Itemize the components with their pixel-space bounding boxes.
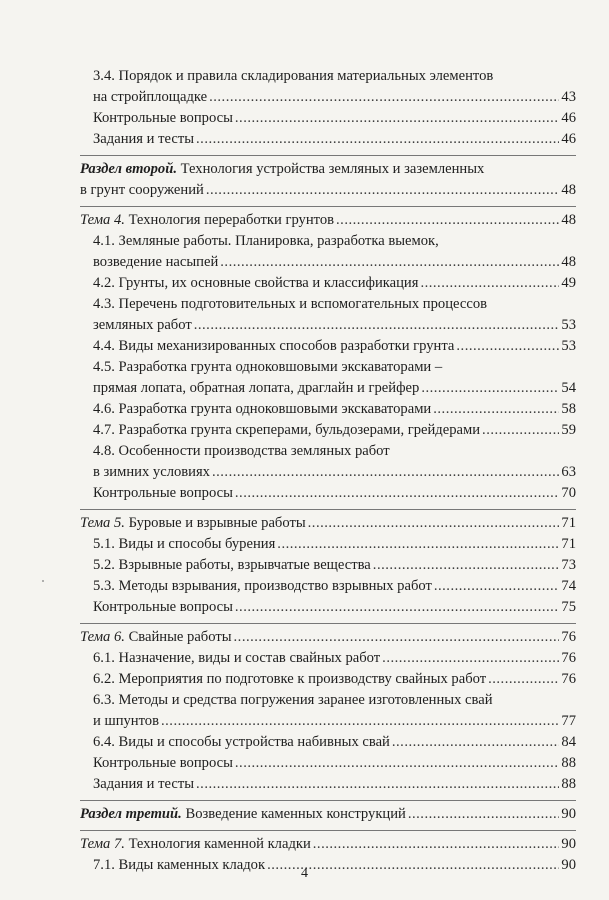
scan-speck (42, 580, 44, 582)
toc-text (93, 294, 487, 315)
toc-title: Технология устройства земляных и заземленных (176, 161, 485, 177)
toc-entry (80, 623, 576, 648)
toc-line (80, 273, 576, 294)
toc-title: 3.4. Порядок и правила складирования материальных элементов (93, 68, 494, 84)
toc-entry (80, 597, 576, 618)
toc-line (80, 399, 576, 420)
toc-text (93, 555, 371, 576)
dot-leader (488, 669, 559, 690)
toc-title: 5.1. Виды и способы бурения (93, 536, 276, 552)
dot-leader (382, 648, 559, 669)
toc-text (93, 420, 480, 441)
toc-line (80, 378, 576, 399)
toc-text (93, 315, 192, 336)
toc-line (80, 252, 576, 273)
toc-line (80, 690, 576, 711)
toc-page-number: 63 (561, 464, 576, 480)
toc-text (93, 441, 390, 462)
toc-text (93, 252, 218, 273)
toc-entry (80, 753, 576, 774)
toc-page-number: 48 (561, 254, 576, 270)
dot-leader (313, 834, 560, 855)
dot-leader (456, 336, 559, 357)
toc-title: Задания и тесты (93, 131, 195, 147)
toc-text (93, 108, 233, 129)
toc-entry (80, 774, 576, 795)
toc-text (80, 627, 232, 648)
toc-text (93, 597, 233, 618)
toc-entry (80, 576, 576, 597)
toc-title: Возведение каменных конструкций (181, 806, 406, 822)
toc-line (80, 129, 576, 150)
toc-line (80, 108, 576, 129)
toc-page-number: 43 (561, 89, 576, 105)
toc-title: 7.1. Виды каменных кладок (93, 857, 266, 873)
toc-text (93, 231, 439, 252)
toc-text (93, 336, 454, 357)
toc-page-number: 88 (561, 755, 576, 771)
dot-leader (277, 534, 559, 555)
toc-line (80, 66, 576, 87)
toc-entry (80, 690, 576, 732)
toc-line (80, 753, 576, 774)
toc-page-number: 90 (561, 806, 576, 822)
toc-title: Контрольные вопросы (93, 110, 233, 126)
toc-line (80, 804, 576, 825)
toc-title: 4.3. Перечень подготовительных и вспомогательных процессов (93, 296, 488, 312)
toc-text (93, 774, 194, 795)
toc-title: 5.3. Методы взрывания, производство взрывных работ (93, 578, 432, 594)
dot-leader (373, 555, 560, 576)
dot-leader (206, 180, 560, 201)
toc-text (93, 669, 486, 690)
toc-text (93, 690, 493, 711)
toc-entry (80, 555, 576, 576)
toc-line (80, 357, 576, 378)
toc-title: в зимних условиях (93, 464, 210, 480)
toc-title: 4.4. Виды механизированных способов разработки грунта (93, 338, 455, 354)
toc-text (93, 576, 432, 597)
toc-page-number: 59 (561, 422, 576, 438)
toc-page-number: 90 (561, 836, 576, 852)
toc-entry (80, 732, 576, 753)
toc-title: Контрольные вопросы (93, 485, 233, 501)
toc-title: 4.7. Разработка грунта скреперами, бульдозерами, грейдерами (93, 422, 481, 438)
toc-line (80, 555, 576, 576)
toc-text (93, 711, 159, 732)
toc-line (80, 315, 576, 336)
toc-entry (80, 129, 576, 150)
dot-leader (234, 627, 560, 648)
toc-line (80, 294, 576, 315)
toc-title: Технология переработки грунтов (124, 212, 335, 228)
toc-title: Контрольные вопросы (93, 599, 233, 615)
toc-title: 6.1. Назначение, виды и состав свайных работ (93, 650, 381, 666)
topic-label: Тема 6. (80, 629, 125, 645)
toc-page-number: 84 (561, 734, 576, 750)
toc-page-number: 58 (561, 401, 576, 417)
toc-line (80, 441, 576, 462)
toc-page-number: 71 (561, 515, 576, 531)
topic-label: Тема 5. (80, 515, 125, 531)
toc-line (80, 336, 576, 357)
toc-title: в грунт сооружений (80, 182, 204, 198)
toc-page-number: 70 (561, 485, 576, 501)
toc-line (80, 834, 576, 855)
toc-page-number: 46 (561, 110, 576, 126)
toc-title: 5.2. Взрывные работы, взрывчатые вещества (93, 557, 371, 573)
toc-title: и шпунтов (93, 713, 159, 729)
section-label: Раздел второй. (80, 161, 177, 177)
toc-text (93, 732, 390, 753)
toc-text (93, 378, 419, 399)
toc-line (80, 774, 576, 795)
toc-text (80, 159, 484, 180)
toc-text (93, 648, 380, 669)
toc-entry (80, 357, 576, 399)
toc-entry (80, 231, 576, 273)
dot-leader (308, 513, 560, 534)
toc-entry (80, 294, 576, 336)
toc-line (80, 711, 576, 732)
dot-leader (235, 597, 560, 618)
toc-line (80, 483, 576, 504)
dot-leader (220, 252, 559, 273)
page-number: 4 (301, 866, 308, 881)
dot-leader (235, 108, 560, 129)
dot-leader (196, 774, 559, 795)
toc-entry (80, 669, 576, 690)
toc-entry (80, 534, 576, 555)
toc-entry (80, 648, 576, 669)
toc-text (93, 462, 210, 483)
toc-title: 4.6. Разработка грунта одноковшовыми экскаваторами (93, 401, 432, 417)
toc-entry (80, 800, 576, 825)
toc-page-number: 54 (561, 380, 576, 396)
toc-title: Технология каменной кладки (124, 836, 311, 852)
toc-line (80, 87, 576, 108)
toc-line (80, 534, 576, 555)
toc-line (80, 231, 576, 252)
toc-entry (80, 108, 576, 129)
toc-entry (80, 66, 576, 108)
toc-page-number: 49 (561, 275, 576, 291)
dot-leader (420, 273, 559, 294)
dot-leader (212, 462, 559, 483)
toc-page-number: 48 (561, 182, 576, 198)
toc-title: Контрольные вопросы (93, 755, 233, 771)
toc-text (93, 534, 275, 555)
dot-leader (433, 399, 559, 420)
toc-page-number: 76 (561, 629, 576, 645)
toc-entry (80, 206, 576, 231)
toc-line (80, 180, 576, 201)
table-of-contents (80, 66, 576, 876)
toc-title: Свайные работы (124, 629, 232, 645)
toc-title: Задания и тесты (93, 776, 195, 792)
toc-text (80, 210, 334, 231)
toc-title: 4.1. Земляные работы. Планировка, разработка выемок, (93, 233, 439, 249)
toc-entry (80, 420, 576, 441)
toc-line (80, 462, 576, 483)
toc-page-number: 73 (561, 557, 576, 573)
toc-text (93, 357, 442, 378)
dot-leader (336, 210, 559, 231)
dot-leader (408, 804, 560, 825)
section-label: Раздел третий. (80, 806, 182, 822)
toc-line (80, 576, 576, 597)
toc-page-number: 76 (561, 650, 576, 666)
toc-title: 4.5. Разработка грунта одноковшовыми экскаваторами – (93, 359, 443, 375)
toc-page-number: 75 (561, 599, 576, 615)
toc-page-number: 48 (561, 212, 576, 228)
toc-text (80, 513, 306, 534)
toc-page-number: 53 (561, 317, 576, 333)
toc-text (93, 483, 233, 504)
toc-text (93, 87, 207, 108)
toc-line (80, 513, 576, 534)
toc-line (80, 669, 576, 690)
dot-leader (161, 711, 559, 732)
toc-line (80, 420, 576, 441)
toc-entry (80, 273, 576, 294)
toc-line (80, 732, 576, 753)
toc-text (93, 273, 418, 294)
toc-text (93, 129, 194, 150)
toc-page-number: 76 (561, 671, 576, 687)
toc-page-number: 53 (561, 338, 576, 354)
toc-text (93, 399, 431, 420)
toc-page-number: 90 (561, 857, 576, 873)
toc-title: Буровые и взрывные работы (124, 515, 306, 531)
toc-title: прямая лопата, обратная лопата, драглайн и грейфер (93, 380, 420, 396)
toc-page-number: 74 (561, 578, 576, 594)
toc-text (80, 804, 406, 825)
toc-text (80, 834, 311, 855)
dot-leader (421, 378, 559, 399)
toc-line (80, 159, 576, 180)
toc-line (80, 597, 576, 618)
toc-page-number: 88 (561, 776, 576, 792)
toc-entry (80, 155, 576, 201)
toc-title: 4.8. Особенности производства земляных работ (93, 443, 390, 459)
toc-page-number: 46 (561, 131, 576, 147)
toc-text (93, 66, 493, 87)
dot-leader (209, 87, 559, 108)
toc-text (80, 180, 204, 201)
toc-title: 6.2. Мероприятия по подготовке к производству свайных работ (93, 671, 487, 687)
toc-title: на стройплощадке (93, 89, 208, 105)
toc-page-number: 77 (561, 713, 576, 729)
toc-entry (80, 399, 576, 420)
toc-line (80, 627, 576, 648)
dot-leader (196, 129, 559, 150)
dot-leader (235, 753, 560, 774)
dot-leader (392, 732, 560, 753)
topic-label: Тема 7. (80, 836, 125, 852)
toc-title: земляных работ (93, 317, 192, 333)
toc-title: возведение насыпей (93, 254, 219, 270)
toc-entry (80, 830, 576, 855)
toc-page-number: 71 (561, 536, 576, 552)
dot-leader (194, 315, 560, 336)
toc-title: 6.3. Методы и средства погружения заранее изготовленных свай (93, 692, 493, 708)
dot-leader (235, 483, 560, 504)
toc-title: 4.2. Грунты, их основные свойства и классификация (93, 275, 419, 291)
toc-line (80, 648, 576, 669)
toc-title: 6.4. Виды и способы устройства набивных свай (93, 734, 390, 750)
dot-leader (434, 576, 560, 597)
toc-entry (80, 441, 576, 483)
toc-entry (80, 509, 576, 534)
toc-line (80, 210, 576, 231)
toc-entry (80, 336, 576, 357)
dot-leader (482, 420, 559, 441)
toc-text (93, 753, 233, 774)
topic-label: Тема 4. (80, 212, 125, 228)
toc-entry (80, 483, 576, 504)
